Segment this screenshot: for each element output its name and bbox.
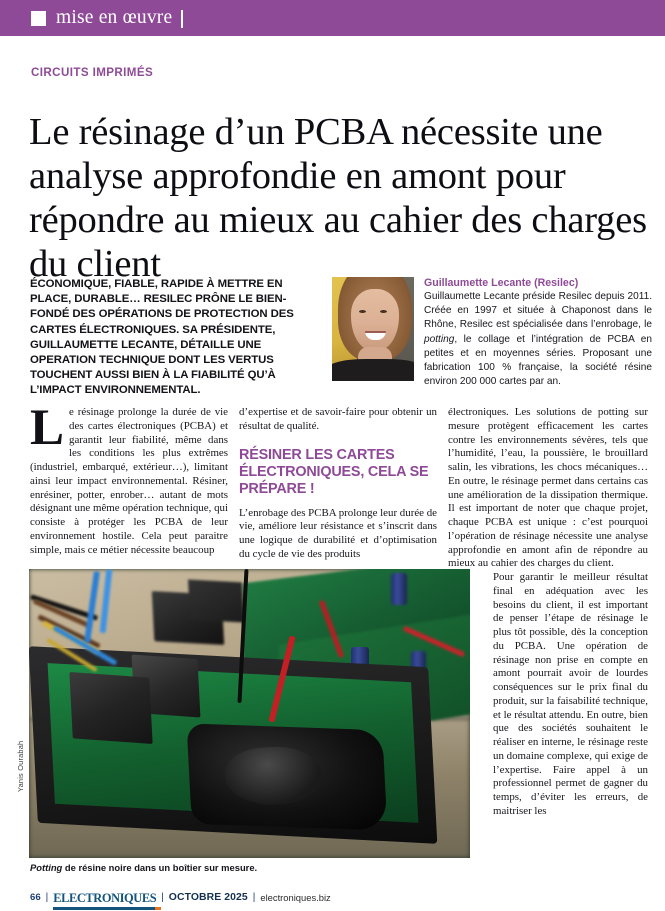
section-subheading: RÉSINER LES CARTES ÉLECTRONIQUES, CELA SE PRÉPARE ! [239, 446, 429, 497]
author-bio-block [332, 277, 652, 389]
body-paragraph: électroniques. Les solutions de potting sur mesure protègent efficacement les cartes contre les environnements sévères, tels que l’humidité, l’eau, la poussière, le brouillard salin, les vibrations, les chocs mécaniques… En outre, le résinage permet dans certains cas une amélioration de la dissipation thermique. Il est important de noter que chaque projet, chaque PCBA est unique : c’est pourquoi l’opération de résinage nécessite une analyse approfondie en amont afin de répondre au mieux au cahier des charges du client. [448, 406, 648, 570]
bio-text-italic: potting [424, 333, 455, 345]
body-paragraph: Le résinage prolonge la durée de vie des cartes électroniques (PCBA) et garantit leur fiabilité, même dans les conditions les plus extrêmes (industriel, embarqué, extérieur…), limitant ainsi leur impact environnemental. Résiner, enrésiner, potter, enrober… autant de mots désignant une même opération technique, qui consiste à protéger les PCBA de leur environnement hostile. Cela peut paraitre simple, mais ce métier nécessite beaucoup [30, 400, 228, 556]
magazine-logo-text: ELECTRONIQUES [53, 890, 157, 905]
page-footer [0, 884, 665, 911]
main-photo [29, 569, 470, 858]
body-paragraph: d’expertise et de savoir-faire pour obtenir un résultat de qualité. [239, 406, 437, 432]
bio-text-part1: Guillaumette Lecante préside Resilec depuis 2011. Créée en 1997 et située à Chaponost dans le Rhône, Resilec est spécialisée dans l’enrobage, le [424, 291, 652, 331]
caption-italic-term: Potting [30, 862, 63, 873]
square-bullet-icon [31, 11, 46, 26]
vertical-rule-divider [181, 10, 183, 28]
body-paragraph: L’enrobage des PCBA prolonge leur durée de vie, améliore leur résistance et s’inscrit dans une logique de durabilité et d’optimisation du cycle de vie des produits [239, 506, 437, 560]
bio-name: Guillaumette Lecante (Resilec) [424, 277, 579, 289]
article-standfirst: ÉCONOMIQUE, FIABLE, RAPIDE À METTRE EN PLACE, DURABLE… RESILEC PRÔNE LE BIEN-FONDÉ DES OPÉRATIONS DE PROTECTION DES CARTES ÉLECTRONIQUES. SA PRÉSIDENTE, GUILLAUMETTE LECANTE, DÉTAILLE UNE OPERATION TECHNIQUE DONT LES VERTUS TOUCHENT AUSSI BIEN À LA FIABILITÉ QU’À L’IMPACT ENVIRONNEMENTAL. [30, 278, 294, 397]
issue-date: OCTOBRE 2025 [168, 892, 248, 903]
section-title: mise en œuvre [56, 7, 173, 28]
body-column-3 [448, 406, 648, 861]
page-number: 66 [30, 892, 41, 903]
footer-separator: | [45, 892, 49, 903]
caption-rest: de résine noire dans un boîtier sur mesure. [62, 862, 258, 873]
magazine-logo[interactable] [53, 889, 156, 907]
body-paragraph: Pour garantir le meilleur résultat final en adéquation avec les besoins du client, il est important de penser l’étape de résinage le plus tôt possible, dès la conception du PCBA. Une opération de résinage non prise en compte en amont pourrait avoir de lourdes conséquences sur le prix final du produit, sur la faisabilité technique, et le résultat attendu. En outre, bien que des sociétés souhaitent le réaliser en interne, le résinage reste un domaine complexe, qui exige de l’expertise. Faire appel à un professionnel permet de gagner du temps, d’éviter les erreurs, de maitriser les [493, 571, 648, 817]
footer-separator: | [252, 892, 256, 903]
bio-text-part2: , le collage et l’intégration de PCBA en petites et en moyennes séries. Proposant une fabrication 100 % française, la société résine environ 200 000 cartes par an. [424, 333, 652, 388]
portrait-photo [332, 277, 414, 381]
logo-underline-rule [53, 907, 156, 910]
section-banner [0, 0, 665, 36]
photo-caption [30, 862, 470, 873]
article-kicker: CIRCUITS IMPRIMÉS [31, 66, 154, 79]
footer-separator: | [161, 892, 164, 903]
body-column-1 [30, 400, 228, 557]
body-column-2 [239, 406, 437, 562]
photo-credit: Yanis Ourabah [16, 740, 25, 792]
website-url[interactable]: electroniques.biz [260, 892, 331, 903]
page-title: Le résinage d’un PCBA nécessite une analyse approfondie en amont pour répondre au mieux au cahier des charges du client [29, 110, 647, 285]
